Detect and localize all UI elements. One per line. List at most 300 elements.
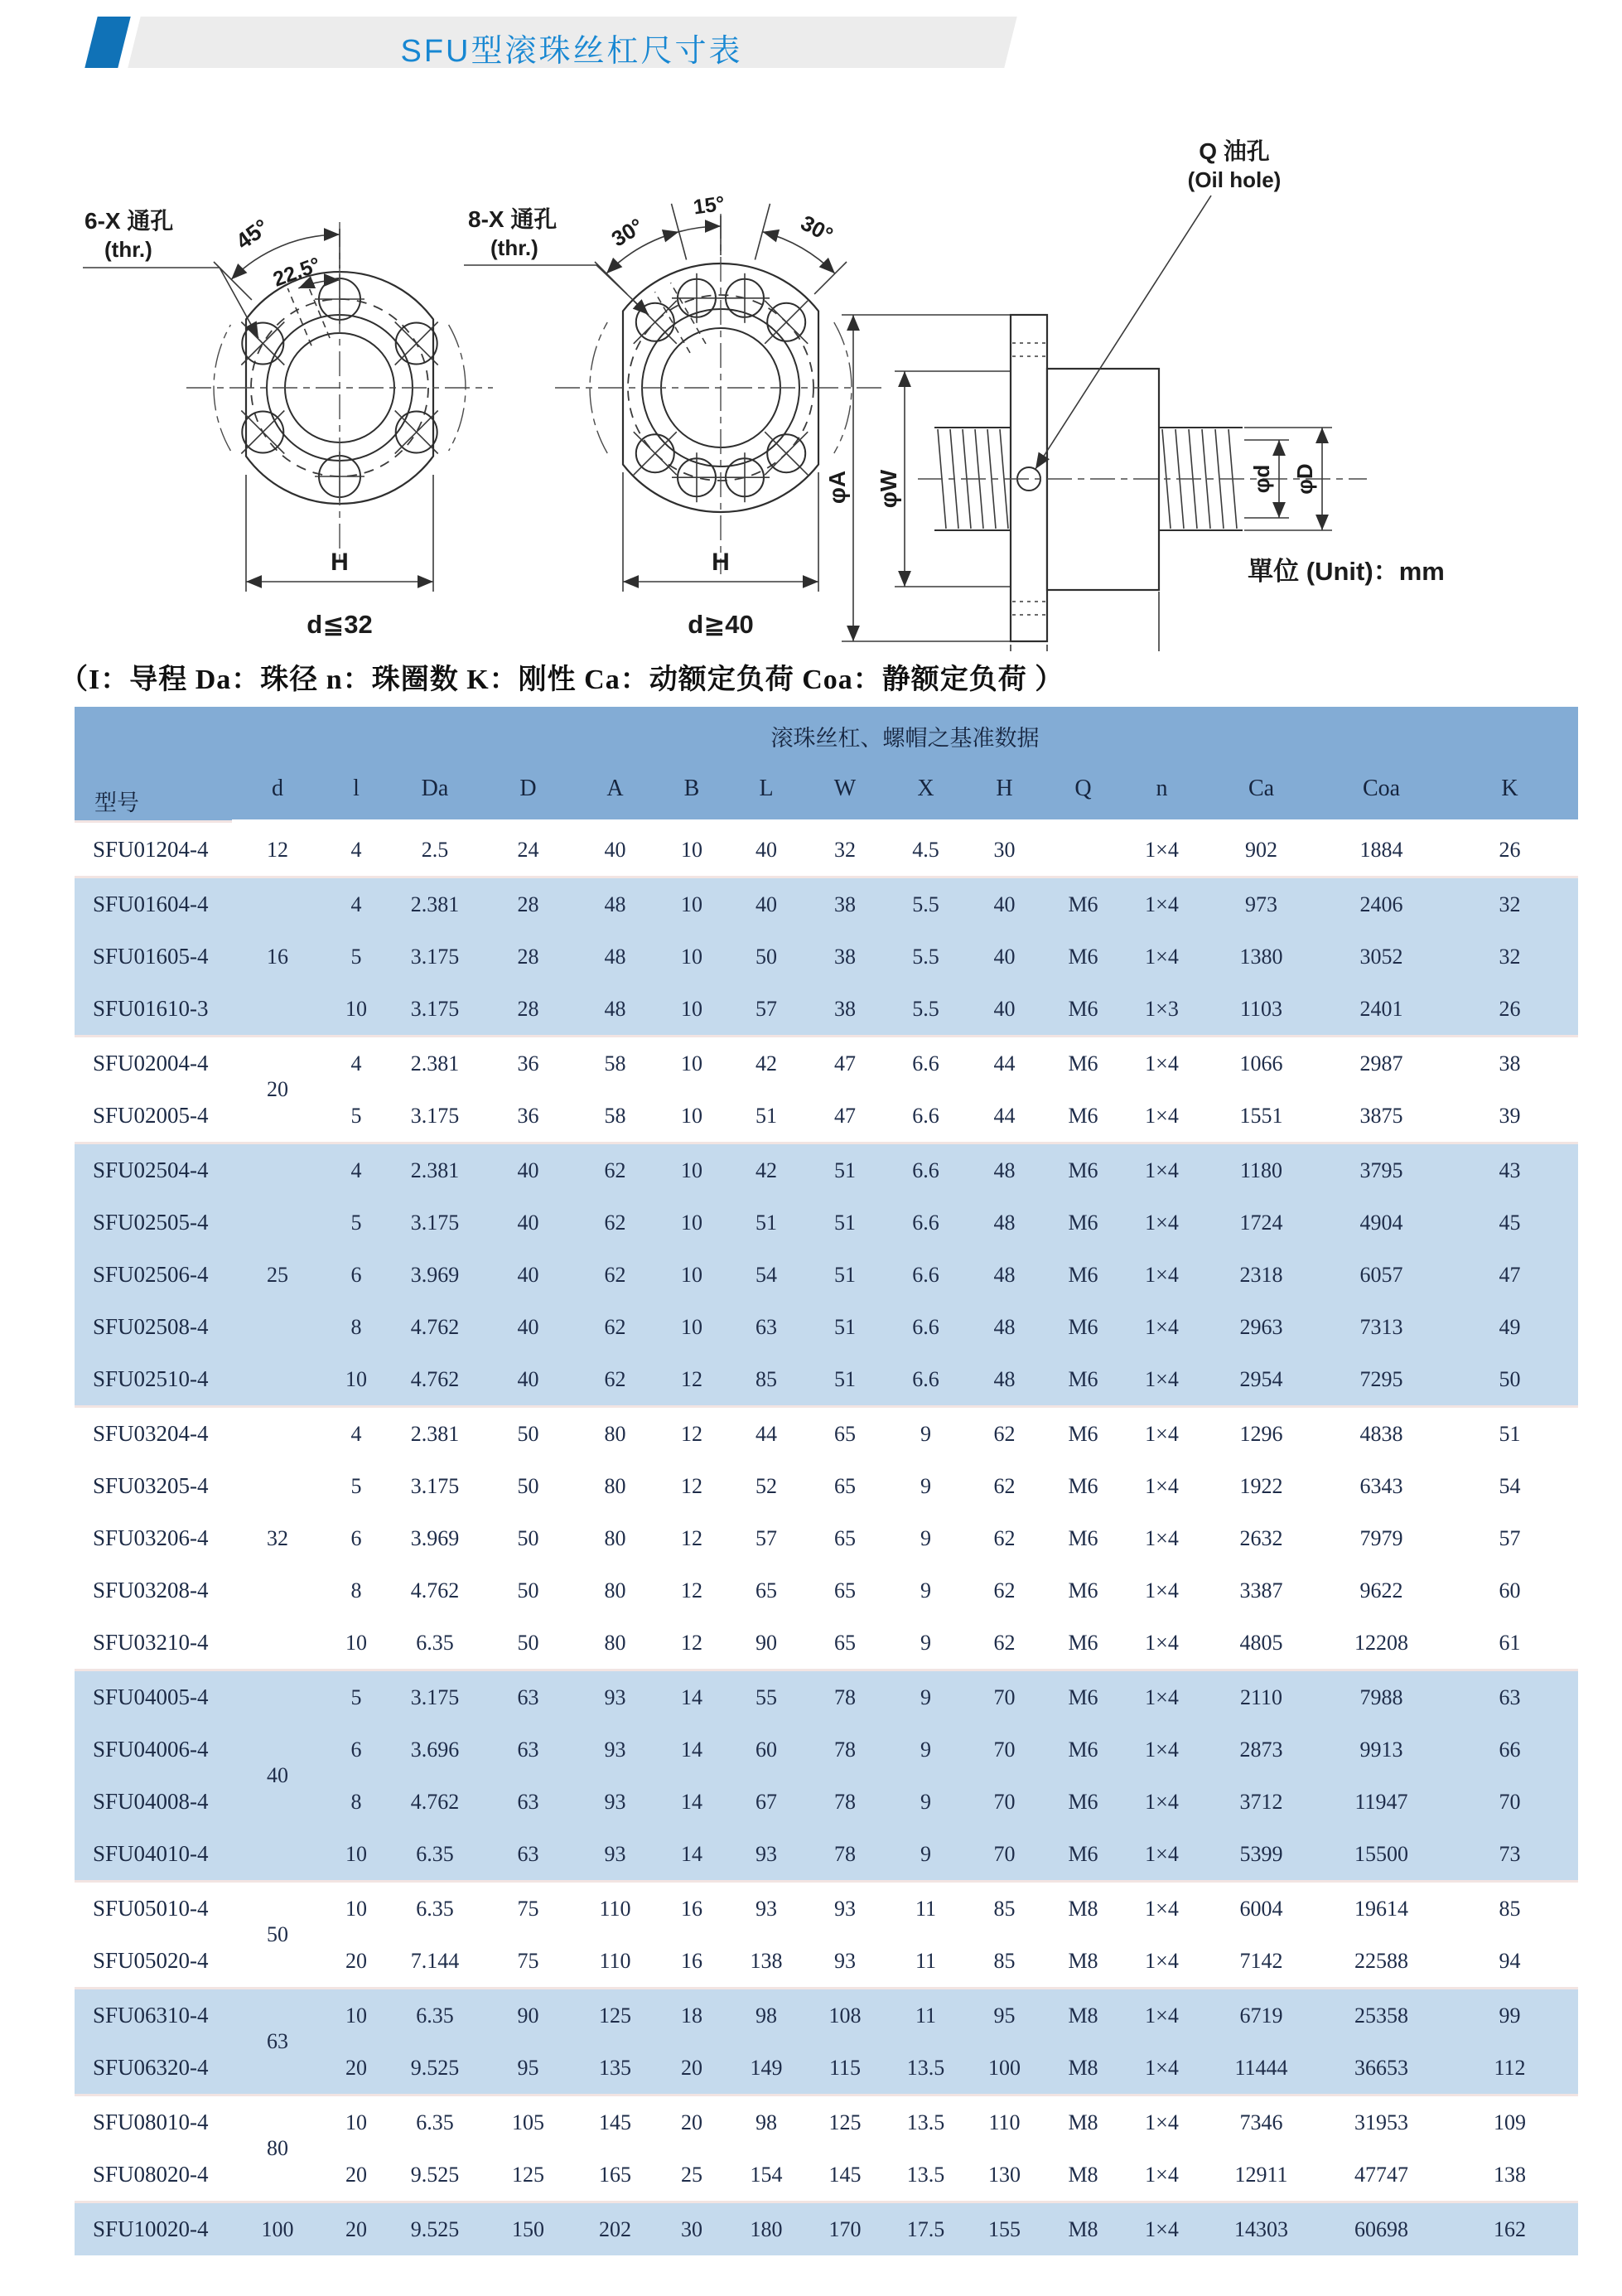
value-cell: 3.969 [389, 1249, 480, 1301]
value-cell: 12 [654, 1353, 729, 1407]
value-cell: 6.6 [886, 1143, 965, 1197]
value-cell: 130 [965, 2149, 1044, 2202]
value-cell: 1724 [1201, 1196, 1321, 1249]
value-cell: 11444 [1201, 2042, 1321, 2095]
value-cell: 51 [1441, 1407, 1578, 1461]
angle-30a-label: 30° [606, 213, 648, 252]
model-cell: SFU08010-4 [75, 2095, 232, 2149]
value-cell: 9 [886, 1670, 965, 1724]
flange-front-view-8hole-diagram [464, 192, 886, 639]
phi-a-label: φA [824, 470, 850, 505]
value-cell: 50 [480, 1512, 576, 1564]
value-cell: 28 [480, 983, 576, 1037]
value-cell: 2987 [1321, 1037, 1441, 1090]
value-cell: 12 [654, 1460, 729, 1512]
value-cell: 9 [886, 1617, 965, 1670]
value-cell: 5 [323, 1090, 389, 1143]
value-cell: 47 [1441, 1249, 1578, 1301]
col-header-D: D [480, 765, 576, 822]
value-cell: 1×4 [1122, 2149, 1201, 2202]
value-cell: 12 [654, 1512, 729, 1564]
value-cell: 6.6 [886, 1249, 965, 1301]
value-cell: 95 [480, 2042, 576, 2095]
value-cell: 78 [804, 1723, 886, 1776]
value-cell: 170 [804, 2202, 886, 2256]
value-cell: 4.5 [886, 822, 965, 877]
value-cell: 40 [965, 877, 1044, 931]
eight-hole-thr-label: (thr.) [490, 235, 538, 260]
value-cell: 93 [804, 1882, 886, 1936]
value-cell: 4 [323, 1037, 389, 1090]
value-cell: 10 [654, 822, 729, 877]
value-cell: M8 [1044, 1989, 1122, 2042]
value-cell: 85 [965, 1882, 1044, 1936]
d-ge-40-caption: d≧40 [688, 610, 754, 639]
model-cell: SFU02510-4 [75, 1353, 232, 1407]
value-cell: 10 [654, 1143, 729, 1197]
value-cell: 4.762 [389, 1564, 480, 1617]
value-cell: M8 [1044, 1935, 1122, 1989]
phi-d-label: φd [1249, 464, 1274, 494]
value-cell: 1×4 [1122, 2202, 1201, 2256]
value-cell: 162 [1441, 2202, 1578, 2256]
value-cell: 63 [480, 1828, 576, 1882]
value-cell: 24 [480, 822, 576, 877]
value-cell: 62 [965, 1617, 1044, 1670]
value-cell: 48 [965, 1249, 1044, 1301]
value-cell: 1×4 [1122, 1670, 1201, 1724]
value-cell: 93 [576, 1776, 654, 1828]
value-cell: M6 [1044, 1196, 1122, 1249]
value-cell: 7979 [1321, 1512, 1441, 1564]
value-cell: 145 [804, 2149, 886, 2202]
model-cell: SFU03208-4 [75, 1564, 232, 1617]
nut-side-view-diagram [824, 138, 1445, 651]
value-cell: 99 [1441, 1989, 1578, 2042]
value-cell: M6 [1044, 1407, 1122, 1461]
value-cell: 4838 [1321, 1407, 1441, 1461]
value-cell: 14 [654, 1776, 729, 1828]
value-cell: 3.969 [389, 1512, 480, 1564]
page-title: SFU型滚珠丝杠尺寸表 [400, 34, 743, 69]
model-cell: SFU06310-4 [75, 1989, 232, 2042]
col-header-l: l [323, 765, 389, 822]
value-cell: 1×4 [1122, 1512, 1201, 1564]
d-cell: 63 [232, 1989, 323, 2095]
model-cell: SFU01604-4 [75, 877, 232, 931]
model-cell: SFU03206-4 [75, 1512, 232, 1564]
value-cell: 32 [1441, 877, 1578, 931]
value-cell: 63 [480, 1723, 576, 1776]
model-cell: SFU02504-4 [75, 1143, 232, 1197]
value-cell: 70 [965, 1723, 1044, 1776]
col-header-Coa: Coa [1321, 765, 1441, 822]
value-cell: 60698 [1321, 2202, 1441, 2256]
value-cell: 4 [323, 877, 389, 931]
value-cell: 44 [965, 1090, 1044, 1143]
value-cell: 50 [480, 1564, 576, 1617]
col-header-B: B [654, 765, 729, 822]
value-cell: 10 [654, 1249, 729, 1301]
value-cell: 70 [965, 1670, 1044, 1724]
d-cell: 50 [232, 1882, 323, 1989]
value-cell: 9 [886, 1828, 965, 1882]
value-cell: 5 [323, 1196, 389, 1249]
col-header-L: L [729, 765, 804, 822]
value-cell: 9.525 [389, 2202, 480, 2256]
value-cell: 2954 [1201, 1353, 1321, 1407]
value-cell: 3.175 [389, 1670, 480, 1724]
table-row [75, 2202, 1578, 2256]
col-header-row [75, 765, 1578, 822]
value-cell: 63 [729, 1301, 804, 1353]
value-cell: 10 [323, 1882, 389, 1936]
value-cell: 6.35 [389, 1828, 480, 1882]
value-cell: 62 [576, 1196, 654, 1249]
value-cell: 48 [965, 1143, 1044, 1197]
value-cell: 40 [965, 930, 1044, 983]
value-cell: 93 [729, 1828, 804, 1882]
value-cell: 6 [323, 1249, 389, 1301]
value-cell: 80 [576, 1407, 654, 1461]
value-cell: 9 [886, 1776, 965, 1828]
value-cell: 60 [729, 1723, 804, 1776]
value-cell: 78 [804, 1670, 886, 1724]
value-cell: 6.6 [886, 1037, 965, 1090]
value-cell: 3.175 [389, 1196, 480, 1249]
spec-table [75, 707, 1578, 2255]
value-cell: 65 [729, 1564, 804, 1617]
value-cell: 26 [1441, 983, 1578, 1037]
value-cell: 16 [654, 1882, 729, 1936]
col-header-n: n [1122, 765, 1201, 822]
value-cell: 25 [654, 2149, 729, 2202]
value-cell: 2963 [1201, 1301, 1321, 1353]
unit-note: 單位 (Unit)：mm [1248, 557, 1445, 586]
value-cell: 62 [576, 1249, 654, 1301]
value-cell: 65 [804, 1407, 886, 1461]
value-cell: 4904 [1321, 1196, 1441, 1249]
value-cell: M6 [1044, 1249, 1122, 1301]
value-cell: 20 [323, 2149, 389, 2202]
table-row [75, 1670, 1578, 1724]
value-cell: 2.381 [389, 1407, 480, 1461]
value-cell: 65 [804, 1564, 886, 1617]
value-cell: 3.175 [389, 983, 480, 1037]
value-cell: 19614 [1321, 1882, 1441, 1936]
value-cell: 2318 [1201, 1249, 1321, 1301]
value-cell: 58 [576, 1037, 654, 1090]
model-cell: SFU08020-4 [75, 2149, 232, 2202]
value-cell: 6.35 [389, 1882, 480, 1936]
value-cell: 4 [323, 822, 389, 877]
value-cell: 4805 [1201, 1617, 1321, 1670]
value-cell: 1×4 [1122, 1460, 1201, 1512]
value-cell: 14303 [1201, 2202, 1321, 2256]
value-cell: 13.5 [886, 2042, 965, 2095]
value-cell: 47 [804, 1090, 886, 1143]
value-cell: 62 [965, 1564, 1044, 1617]
col-header-A: A [576, 765, 654, 822]
value-cell: 47 [804, 1037, 886, 1090]
col-header-Da: Da [389, 765, 480, 822]
value-cell: 12 [654, 1617, 729, 1670]
value-cell: 8 [323, 1564, 389, 1617]
value-cell: 6057 [1321, 1249, 1441, 1301]
value-cell: 9.525 [389, 2149, 480, 2202]
value-cell: 12 [654, 1407, 729, 1461]
value-cell [1044, 822, 1122, 877]
value-cell: 58 [576, 1090, 654, 1143]
flange-front-view-6hole-diagram [83, 208, 493, 639]
value-cell: 1×4 [1122, 822, 1201, 877]
col-header-W: W [804, 765, 886, 822]
table-row [75, 1989, 1578, 2042]
value-cell: 20 [654, 2095, 729, 2149]
value-cell: 1×4 [1122, 1989, 1201, 2042]
value-cell: 44 [965, 1037, 1044, 1090]
angle-45-label: 45° [231, 214, 274, 254]
value-cell: M8 [1044, 1882, 1122, 1936]
model-cell: SFU01605-4 [75, 930, 232, 983]
value-cell: 7295 [1321, 1353, 1441, 1407]
value-cell: 6004 [1201, 1882, 1321, 1936]
value-cell: 2.381 [389, 877, 480, 931]
value-cell: 6.6 [886, 1196, 965, 1249]
value-cell: M8 [1044, 2149, 1122, 2202]
value-cell: 22588 [1321, 1935, 1441, 1989]
model-column-header: 型号 [75, 707, 232, 822]
value-cell: 2.5 [389, 822, 480, 877]
value-cell: 50 [1441, 1353, 1578, 1407]
value-cell: 6.6 [886, 1353, 965, 1407]
value-cell: 1×4 [1122, 1935, 1201, 1989]
value-cell: 1×4 [1122, 1301, 1201, 1353]
col-header-H: H [965, 765, 1044, 822]
value-cell: 1×4 [1122, 1037, 1201, 1090]
model-cell: SFU01204-4 [75, 822, 232, 877]
value-cell: M6 [1044, 1776, 1122, 1828]
value-cell: 40 [480, 1249, 576, 1301]
oil-hole-label-en: (Oil hole) [1187, 167, 1282, 192]
value-cell: 112 [1441, 2042, 1578, 2095]
model-cell: SFU02004-4 [75, 1037, 232, 1090]
value-cell: 50 [729, 930, 804, 983]
value-cell: 7988 [1321, 1670, 1441, 1724]
col-header-K: K [1441, 765, 1578, 822]
value-cell: 51 [804, 1301, 886, 1353]
eight-hole-label: 8-X 通孔 [468, 206, 558, 232]
spec-table-header [75, 707, 1578, 822]
value-cell: 70 [1441, 1776, 1578, 1828]
value-cell: 63 [1441, 1670, 1578, 1724]
value-cell: 10 [323, 983, 389, 1037]
value-cell: 63 [480, 1670, 576, 1724]
six-hole-label: 6-X 通孔 [84, 208, 174, 234]
value-cell: 5.5 [886, 983, 965, 1037]
value-cell: 70 [965, 1776, 1044, 1828]
table-row [75, 2095, 1578, 2149]
value-cell: 20 [654, 2042, 729, 2095]
value-cell: 6.35 [389, 2095, 480, 2149]
value-cell: 20 [323, 1935, 389, 1989]
value-cell: M6 [1044, 1828, 1122, 1882]
value-cell: 7.144 [389, 1935, 480, 1989]
value-cell: 51 [804, 1353, 886, 1407]
value-cell: 31953 [1321, 2095, 1441, 2149]
table-row [75, 1037, 1578, 1090]
model-cell: SFU04008-4 [75, 1776, 232, 1828]
value-cell: 18 [654, 1989, 729, 2042]
value-cell: 93 [576, 1828, 654, 1882]
value-cell: 110 [576, 1882, 654, 1936]
value-cell: 62 [965, 1407, 1044, 1461]
value-cell: 50 [480, 1407, 576, 1461]
value-cell: 11 [886, 1882, 965, 1936]
value-cell: 6343 [1321, 1460, 1441, 1512]
value-cell: 42 [729, 1037, 804, 1090]
value-cell: 9913 [1321, 1723, 1441, 1776]
value-cell: 20 [323, 2202, 389, 2256]
value-cell: M6 [1044, 1617, 1122, 1670]
value-cell: 100 [965, 2042, 1044, 2095]
value-cell: 1×4 [1122, 1828, 1201, 1882]
model-cell: SFU03204-4 [75, 1407, 232, 1461]
model-cell: SFU04006-4 [75, 1723, 232, 1776]
value-cell: 1×3 [1122, 983, 1201, 1037]
value-cell: 4.762 [389, 1353, 480, 1407]
value-cell: 62 [965, 1512, 1044, 1564]
value-cell: 7142 [1201, 1935, 1321, 1989]
value-cell: 85 [729, 1353, 804, 1407]
value-cell: 43 [1441, 1143, 1578, 1197]
angle-22-5-label: 22.5° [269, 253, 324, 292]
value-cell: 54 [1441, 1460, 1578, 1512]
value-cell: 12208 [1321, 1617, 1441, 1670]
value-cell: 48 [576, 877, 654, 931]
oil-hole-label-cn: Q 油孔 [1199, 138, 1270, 164]
value-cell: 6 [323, 1512, 389, 1564]
value-cell: 10 [654, 1196, 729, 1249]
value-cell: M8 [1044, 2095, 1122, 2149]
value-cell: 49 [1441, 1301, 1578, 1353]
value-cell: M6 [1044, 877, 1122, 931]
value-cell: 10 [654, 1090, 729, 1143]
value-cell: M8 [1044, 2202, 1122, 2256]
model-cell: SFU05020-4 [75, 1935, 232, 1989]
value-cell: 1884 [1321, 822, 1441, 877]
value-cell: 60 [1441, 1564, 1578, 1617]
value-cell: 3.175 [389, 1090, 480, 1143]
value-cell: 14 [654, 1670, 729, 1724]
model-cell: SFU02506-4 [75, 1249, 232, 1301]
model-cell: SFU02508-4 [75, 1301, 232, 1353]
value-cell: 14 [654, 1723, 729, 1776]
value-cell: 6.6 [886, 1090, 965, 1143]
value-cell: 40 [480, 1301, 576, 1353]
value-cell: 62 [576, 1143, 654, 1197]
value-cell: 10 [654, 983, 729, 1037]
value-cell: M6 [1044, 1512, 1122, 1564]
value-cell: 65 [804, 1617, 886, 1670]
d-cell: 32 [232, 1407, 323, 1670]
value-cell: 11 [886, 1989, 965, 2042]
value-cell: 4.762 [389, 1301, 480, 1353]
value-cell: 3795 [1321, 1143, 1441, 1197]
value-cell: 154 [729, 2149, 804, 2202]
value-cell: 2.381 [389, 1143, 480, 1197]
value-cell: 2110 [1201, 1670, 1321, 1724]
value-cell: 61 [1441, 1617, 1578, 1670]
value-cell: 138 [729, 1935, 804, 1989]
legend-line: （I：导程 Da：珠径 n：珠圈数 K：刚性 Ca：动额定负荷 Coa：静额定负荷 ） [60, 665, 1064, 695]
value-cell: 62 [576, 1301, 654, 1353]
value-cell: 57 [729, 983, 804, 1037]
value-cell: M6 [1044, 1301, 1122, 1353]
value-cell: 10 [323, 1828, 389, 1882]
value-cell: 36653 [1321, 2042, 1441, 2095]
value-cell: 65 [804, 1460, 886, 1512]
value-cell: 180 [729, 2202, 804, 2256]
value-cell: 1066 [1201, 1037, 1321, 1090]
value-cell: 3.175 [389, 1460, 480, 1512]
value-cell: 48 [576, 983, 654, 1037]
h-dimension-label-2: H [712, 549, 730, 576]
value-cell: 9622 [1321, 1564, 1441, 1617]
value-cell: 1×4 [1122, 1776, 1201, 1828]
value-cell: 9 [886, 1564, 965, 1617]
value-cell: 75 [480, 1882, 576, 1936]
value-cell: 16 [654, 1935, 729, 1989]
d-cell: 100 [232, 2202, 323, 2256]
spec-table-body [75, 822, 1578, 2256]
value-cell: 52 [729, 1460, 804, 1512]
value-cell: 48 [576, 930, 654, 983]
value-cell: 73 [1441, 1828, 1578, 1882]
value-cell: 28 [480, 877, 576, 931]
value-cell: 11947 [1321, 1776, 1441, 1828]
value-cell: 1180 [1201, 1143, 1321, 1197]
value-cell: 1×4 [1122, 1882, 1201, 1936]
value-cell: 40 [729, 877, 804, 931]
value-cell: 36 [480, 1090, 576, 1143]
value-cell: 20 [323, 2042, 389, 2095]
six-hole-thr-label: (thr.) [104, 237, 152, 262]
h-dimension-label-1: H [331, 549, 349, 576]
value-cell: 3712 [1201, 1776, 1321, 1828]
value-cell: 3.175 [389, 930, 480, 983]
value-cell: 80 [576, 1512, 654, 1564]
value-cell: 38 [1441, 1037, 1578, 1090]
value-cell: 10 [323, 2095, 389, 2149]
value-cell: 8 [323, 1301, 389, 1353]
diagram-area [50, 98, 1574, 651]
value-cell: 85 [965, 1935, 1044, 1989]
value-cell: 5 [323, 1670, 389, 1724]
value-cell: 63 [480, 1776, 576, 1828]
value-cell: 109 [1441, 2095, 1578, 2149]
value-cell: 1922 [1201, 1460, 1321, 1512]
value-cell: 1×4 [1122, 2042, 1201, 2095]
value-cell: 1103 [1201, 983, 1321, 1037]
value-cell: 3875 [1321, 1090, 1441, 1143]
value-cell: 32 [1441, 930, 1578, 983]
model-cell: SFU06320-4 [75, 2042, 232, 2095]
value-cell: 155 [965, 2202, 1044, 2256]
value-cell: 42 [729, 1143, 804, 1197]
value-cell: 66 [1441, 1723, 1578, 1776]
model-cell: SFU10020-4 [75, 2202, 232, 2256]
